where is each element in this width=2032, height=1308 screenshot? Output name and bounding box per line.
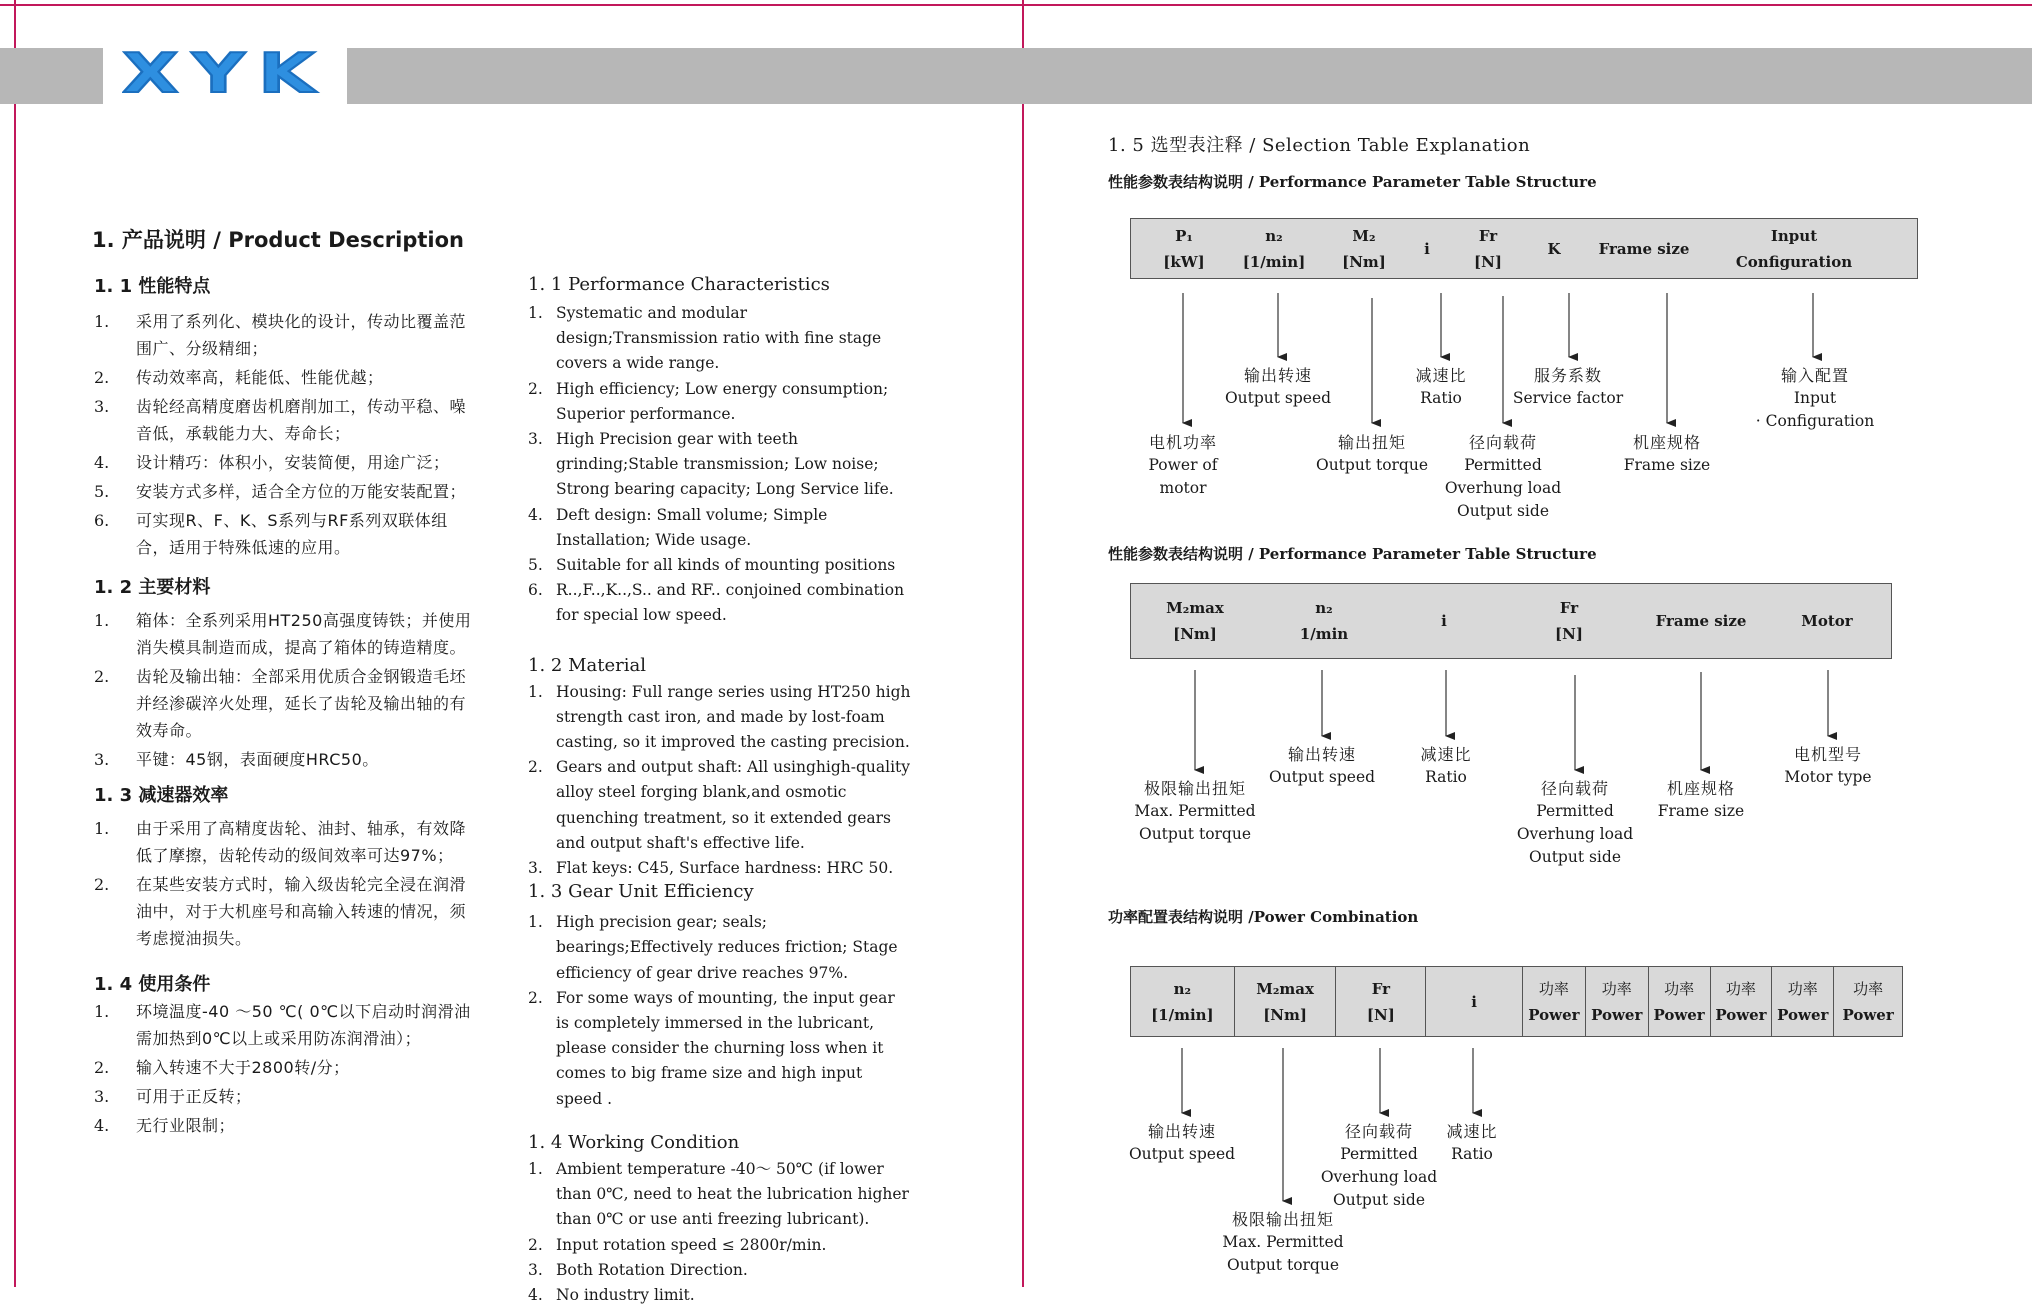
t1-cell-k: K	[1547, 239, 1561, 258]
list-item: 4. Deft design: Small volume; Simple Installation; Wide usage.	[528, 505, 828, 549]
t1-label-speed: 输出转速 Output speed	[1224, 366, 1332, 407]
t1-label-power: 电机功率 Power of motor	[1148, 433, 1218, 497]
t2-label-motor: 电机型号 Motor type	[1784, 745, 1872, 786]
list-item: 3. Flat keys: C45, Surface hardness: HRC 50.	[528, 859, 894, 878]
list-item: 3. 平键：45钢，表面硬度HRC50。	[94, 750, 379, 769]
list-item: 2. Input rotation speed ≤ 2800r/min.	[528, 1235, 827, 1254]
list-item: 2. 在某些安装方式时，输入级齿轮完全浸在润滑油中，对于大机座号和高输入转速的情况，须考虑搅油损失。	[94, 875, 467, 948]
t1-cell-input: Input Configuration	[1735, 226, 1853, 271]
t1-label-torque: 输出扭矩 Output torque	[1315, 433, 1429, 474]
t2-label-maxtorque: 极限输出扭矩 Max. Permitted Output torque	[1134, 779, 1256, 843]
list-item: 3. 齿轮经高精度磨齿机磨削加工，传动平稳、噪音低，承载能力大、寿命长；	[94, 397, 467, 443]
list-item: 2. 传动效率高，耗能低、性能优越；	[94, 368, 384, 387]
t1-cell-n2: n₂ [1/min]	[1242, 226, 1306, 271]
t3-cell-m2max: M₂max [Nm]	[1235, 967, 1337, 1036]
table3-caption: 功率配置表结构说明 /Power Combination	[1108, 908, 1419, 926]
t1-cell-m2: M₂ [Nm]	[1342, 226, 1386, 271]
t2-cell-m2max: M₂max [Nm]	[1166, 599, 1224, 643]
t3-label-overhung: 径向载荷 Permitted Overhung load Output side	[1320, 1122, 1438, 1209]
list-item: 1. 环境温度-40 ～50 ℃( 0℃以下启动时润滑油需加热到0℃以上或采用防冻润滑油）；	[94, 1002, 471, 1048]
page-title: 1. 产品说明 / Product Description	[92, 228, 464, 252]
t3-cell-power: 功率 Power	[1586, 967, 1649, 1036]
list-item: 2. Gears and output shaft: All usinghigh-quality alloy steel forging blank,and osmotic quenching treatment, so it extended gears and output shaft's effective life.	[528, 758, 911, 852]
t2-cell-frame: Frame size	[1655, 612, 1747, 630]
list-item: 4. No industry limit.	[528, 1285, 695, 1304]
table1-caption: 性能参数表结构说明 / Performance Parameter Table Structure	[1108, 173, 1597, 191]
t2-label-overhung: 径向载荷 Permitted Overhung load Output side	[1516, 779, 1634, 866]
list-item: 1. High precision gear; seals; bearings;Effectively reduces friction; Stage efficiency of gear drive reaches 97%.	[528, 913, 898, 982]
t2-label-frame: 机座规格 Frame size	[1657, 779, 1745, 820]
list-item: 1. Housing: Full range series using HT250 high strength cast iron, and made by lost-foam casting, so it improved the casting precision.	[528, 682, 911, 752]
list-item: 3. 可用于正反转；	[94, 1087, 252, 1106]
t3-label-maxtorque: 极限输出扭矩 Max. Permitted Output torque	[1222, 1210, 1344, 1274]
t3-cell-power: 功率 Power	[1842, 979, 1894, 1024]
t1-cell-p1: P₁ [kW]	[1163, 226, 1205, 271]
t1-label-input: 输入配置 Input · Configuration	[1755, 366, 1875, 430]
list-item: 5. Suitable for all kinds of mounting positions	[528, 556, 896, 575]
t2-cell-motor: Motor	[1801, 612, 1853, 630]
t3-label-ratio: 减速比 Ratio	[1446, 1122, 1498, 1163]
list-item: 2. 输入转速不大于2800转/分；	[94, 1058, 350, 1077]
list-item: 2. High efficiency; Low energy consumption; Superior performance.	[528, 379, 889, 423]
list-item: 5. 安装方式多样，适合全方位的万能安装配置；	[94, 482, 467, 501]
t1-label-overhung: 径向载荷 Permitted Overhung load Output side	[1444, 433, 1562, 520]
t2-label-speed: 输出转速 Output speed	[1268, 745, 1376, 786]
t3-cell-power: 功率 Power	[1772, 967, 1834, 1036]
list-item: 6. 可实现R、F、K、S系列与RF系列双联体组合，适用于特殊低速的应用。	[94, 511, 448, 557]
t3-cell-fr: Fr [N]	[1336, 967, 1426, 1036]
zh-heading-1-3: 1. 3 减速器效率	[94, 785, 229, 806]
en-heading-1-2: 1. 2 Material	[528, 654, 646, 676]
t1-cell-fr: Fr [N]	[1474, 226, 1502, 271]
list-item: 6. R..,F..,K..,S.. and RF.. conjoined combination for special low speed.	[528, 581, 905, 625]
section-title-1-5: 1. 5 选型表注释 / Selection Table Explanation	[1108, 135, 1531, 156]
list-item: 2. 齿轮及输出轴：全部采用优质合金钢锻造毛坯并经渗碳淬火处理，延长了齿轮及输出轴的有效寿命。	[94, 667, 467, 740]
t3-cell-power: 功率 Power	[1711, 967, 1773, 1036]
list-item: 1. 采用了系列化、模块化的设计，传动比覆盖范围广、分级精细；	[94, 312, 467, 358]
list-item: 1. 箱体：全系列采用HT250高强度铸铁；并使用消失模具制造而成，提高了箱体的铸造精度。	[94, 611, 472, 657]
t2-label-ratio: 减速比 Ratio	[1420, 745, 1472, 786]
list-item: 1. Systematic and modular design;Transmission ratio with fine stage covers a wide range.	[528, 304, 882, 373]
t2-cell-fr: Fr [N]	[1555, 599, 1583, 643]
t3-cell-power: 功率 Power	[1649, 967, 1711, 1036]
list-item: 2. For some ways of mounting, the input gear is completely immersed in the lubricant, please consider the churning loss when it comes to big frame size and high input speed .	[528, 988, 895, 1108]
zh-heading-1-1: 1. 1 性能特点	[94, 276, 211, 297]
t3-cell-i: i	[1426, 967, 1523, 1036]
en-heading-1-1: 1. 1 Performance Characteristics	[528, 274, 830, 295]
t1-label-ratio: 减速比 Ratio	[1415, 366, 1467, 407]
list-item: 4. 无行业限制；	[94, 1116, 236, 1135]
en-heading-1-3: 1. 3 Gear Unit Efficiency	[528, 881, 754, 903]
list-item: 1. 由于采用了高精度齿轮、油封、轴承，有效降低了摩擦，齿轮传动的级间效率可达97%；	[94, 819, 467, 865]
list-item: 1. Ambient temperature -40～ 50℃ (if lower than 0℃, need to heat the lubrication higher than 0℃ or use anti freezing lubricant).	[528, 1159, 909, 1229]
zh-heading-1-2: 1. 2 主要材料	[94, 577, 211, 598]
zh-heading-1-4: 1. 4 使用条件	[94, 974, 211, 995]
t1-label-frame: 机座规格 Frame size	[1623, 433, 1711, 474]
t3-cell-n2: n₂ [1/min]	[1131, 967, 1235, 1036]
t2-cell-i: i	[1441, 612, 1447, 630]
list-item: 3. Both Rotation Direction.	[528, 1260, 748, 1279]
en-heading-1-4: 1. 4 Working Condition	[528, 1131, 740, 1153]
t1-label-service: 服务系数 Service factor	[1512, 366, 1624, 407]
t3-label-speed: 输出转速 Output speed	[1128, 1122, 1236, 1163]
list-item: 3. High Precision gear with teeth grinding;Stable transmission; Low noise; Strong bearing capacity; Long Service life.	[528, 430, 894, 499]
t3-cell-power: 功率 Power	[1523, 967, 1586, 1036]
table2-caption: 性能参数表结构说明 / Performance Parameter Table Structure	[1108, 545, 1597, 563]
t1-cell-i: i	[1424, 239, 1430, 258]
t2-cell-n2: n₂ 1/min	[1299, 599, 1349, 643]
logo-text: XYK	[121, 41, 329, 105]
list-item: 4. 设计精巧：体积小，安装简便，用途广泛；	[94, 453, 450, 472]
t1-cell-frame: Frame size	[1598, 239, 1690, 258]
